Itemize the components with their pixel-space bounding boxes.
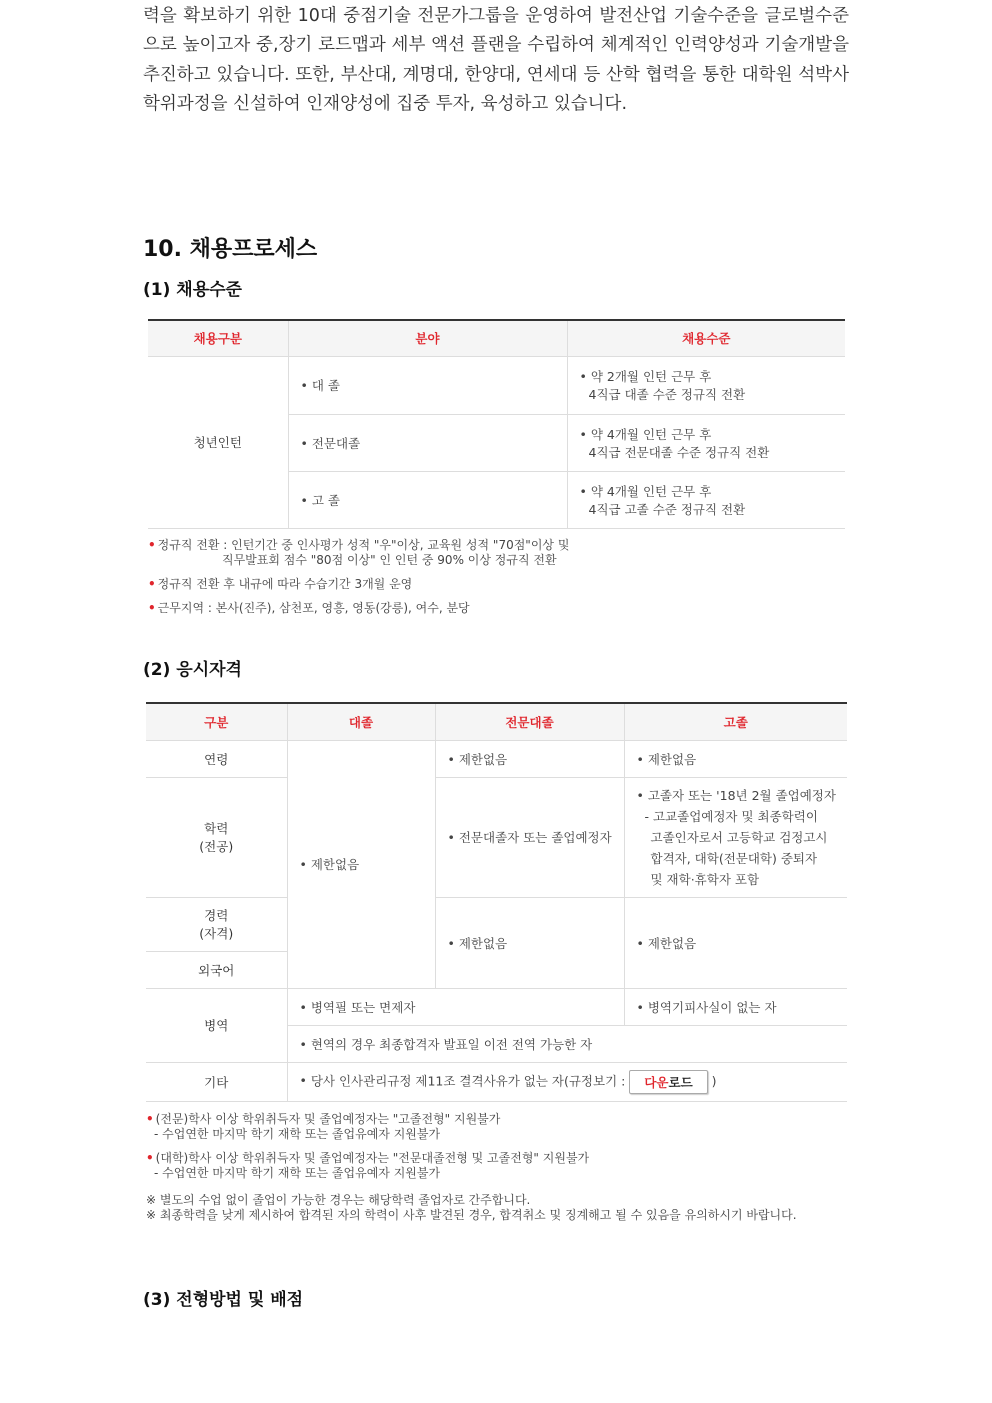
eligibility-table (146, 702, 847, 1102)
etc-close: ) (711, 1073, 717, 1088)
table-row (146, 1062, 847, 1101)
subsection-eligibility: (2) 응시자격 (143, 660, 242, 680)
download-button[interactable]: 다운로드 (629, 1070, 707, 1094)
row-label-education: 학력 (전공) (146, 777, 287, 897)
note-item: • 정규직 전환 : 인턴기간 중 인사평가 성적 "우"이상, 교육원 성적 "70점"이상 및 직무발표회 점수 "80점 이상" 인 인턴 중 90% 이상 정규직 전환 (148, 538, 848, 568)
table-row (148, 356, 845, 414)
level-line: 4직급 전문대졸 수준 정규직 전환 (588, 444, 770, 460)
univ-none: • 제한없음 (300, 857, 360, 872)
header-field: 분야 (288, 320, 567, 356)
notice-item: ※ 최종학력을 낮게 제시하여 합격된 자의 학력이 사후 발견된 경우, 합격취소 및 징계해고 될 수 있음을 유의하시기 바랍니다. (146, 1208, 797, 1222)
notice-item: ※ 별도의 수업 없이 졸업이 가능한 경우는 해당학력 졸업자로 간주합니다. (146, 1193, 531, 1207)
row-label-military: 병역 (146, 988, 287, 1062)
military-univ-college: • 병역필 또는 면제자 (300, 1000, 416, 1015)
hs-age: • 제한없음 (637, 752, 697, 767)
hs-exp: • 제한없음 (637, 936, 697, 951)
military-hs: • 병역기피사실이 없는 자 (637, 1000, 777, 1015)
field-cell: • 고 졸 (301, 493, 340, 508)
row-label-language: 외국어 (146, 951, 287, 988)
note-item: • 근무지역 : 본사(진주), 삼천포, 영흥, 영동(강릉), 여수, 분당 (148, 601, 848, 616)
section-title: 10. 채용프로세스 (143, 237, 318, 262)
field-cell: • 전문대졸 (301, 436, 361, 451)
eligibility-notes (146, 1112, 846, 1223)
header-highschool: 고졸 (624, 703, 847, 740)
level-line: 4직급 고졸 수준 정규직 전환 (588, 501, 746, 517)
subsection-selection: (3) 전형방법 및 배점 (143, 1290, 304, 1310)
header-college: 전문대졸 (435, 703, 624, 740)
table-row (146, 777, 847, 897)
college-age: • 제한없음 (448, 752, 508, 767)
row-label-etc: 기타 (146, 1062, 287, 1101)
level-line: • 약 4개월 인턴 근무 후 (580, 484, 712, 499)
header-division: 구분 (146, 703, 287, 740)
row-label-experience: 경력 (자격) (146, 897, 287, 951)
college-exp: • 제한없음 (448, 936, 508, 951)
category-cell: 청년인턴 (148, 356, 288, 528)
note-item: • (전문)학사 이상 학위취득자 및 졸업예정자는 "고졸전형" 지원불가 - 수업연한 마지막 학기 재학 또는 졸업유예자 지원불가 (146, 1112, 846, 1142)
field-cell: • 대 졸 (301, 378, 340, 393)
note-item: • 정규직 전환 후 내규에 따라 수습기간 3개월 운영 (148, 577, 848, 592)
level-line: 4직급 대졸 수준 정규직 전환 (588, 387, 746, 402)
hiring-notes (148, 538, 848, 625)
etc-text: • 당사 인사관리규정 제11조 결격사유가 없는 자(규정보기 : (300, 1073, 626, 1088)
table-row (146, 897, 847, 951)
table-row (146, 740, 847, 777)
intro-paragraph: 력을 확보하기 위한 10대 중점기술 전문가그룹을 운영하여 발전산업 기술수준을 글로벌수준으로 높이고자 중,장기 로드맵과 세부 액션 플랜을 수립하여 체계적인 인력양성과 기술개발을 추진하고 있습니다. 또한, 부산대, 계명대, 한양대, 연세대 등 산학 협력을 통한 대학원 석박사 학위과정을 신설하여 인재양성에 집중 투자, 육성하고 있습니다. (143, 6, 849, 115)
table-row (146, 988, 847, 1025)
hs-edu: • 고졸자 또는 '18년 2월 졸업예정자 - 고교졸업예정자 및 최종학력이 고졸인자로서 고등학교 검정고시 합격자, 대학(전문대학) 중퇴자 및 재학·휴학자 포함 (624, 777, 847, 897)
row-label-age: 연령 (146, 740, 287, 777)
level-line: • 약 4개월 인턴 근무 후 (580, 427, 712, 442)
military-active: • 현역의 경우 최종합격자 발표일 이전 전역 가능한 자 (300, 1037, 593, 1052)
hiring-level-table (148, 319, 845, 529)
header-university: 대졸 (287, 703, 435, 740)
header-category: 채용구분 (148, 320, 288, 356)
college-edu: • 전문대졸자 또는 졸업예정자 (448, 830, 612, 845)
header-level: 채용수준 (567, 320, 845, 356)
note-item: • (대학)학사 이상 학위취득자 및 졸업예정자는 "전문대졸전형 및 고졸전형" 지원불가 - 수업연한 마지막 학기 재학 또는 졸업유예자 지원불가 (146, 1151, 846, 1181)
level-line: • 약 2개월 인턴 근무 후 (580, 369, 712, 384)
subsection-hiring-level: (1) 채용수준 (143, 280, 242, 300)
